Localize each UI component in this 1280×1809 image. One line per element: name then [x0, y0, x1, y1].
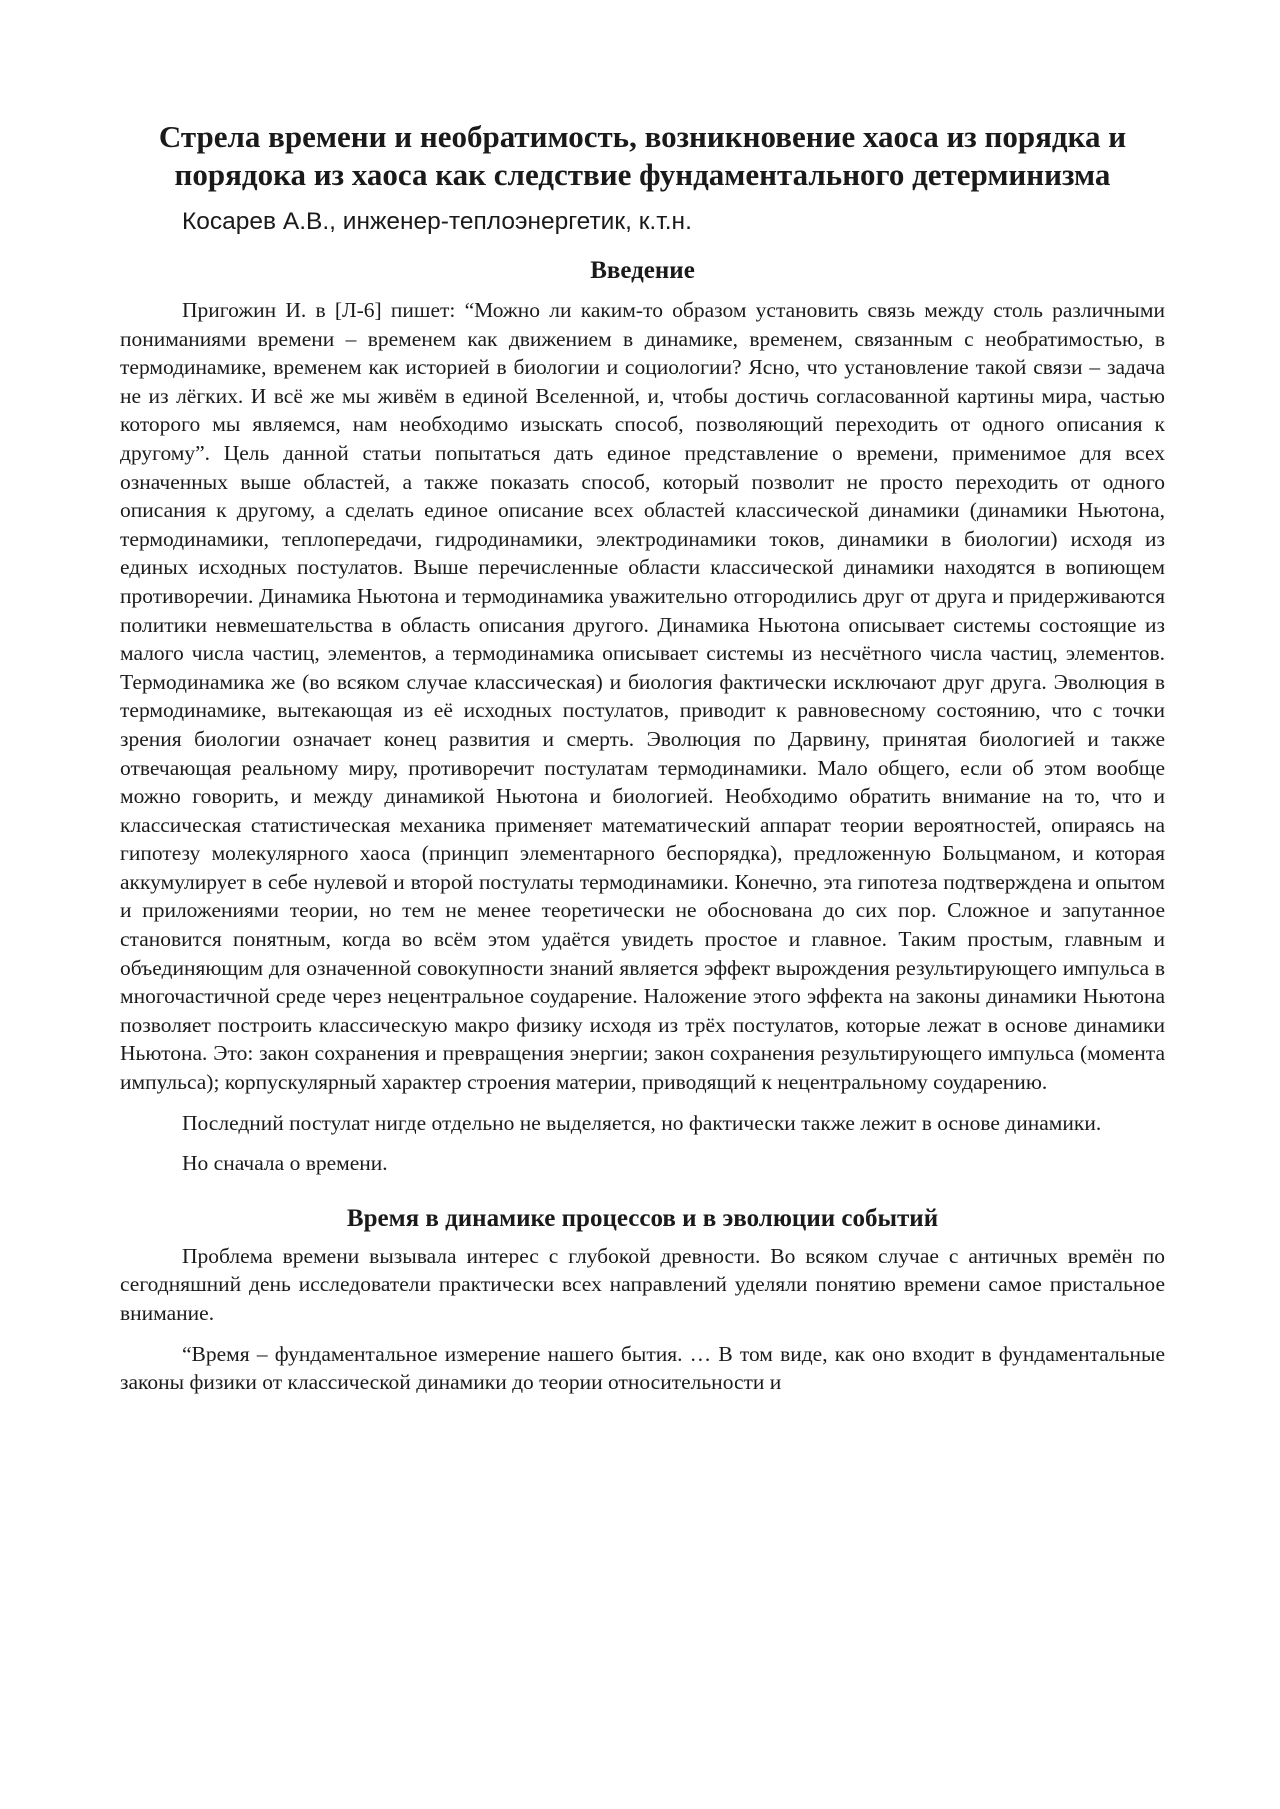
paragraph: Но сначала о времени.: [182, 1151, 388, 1176]
paragraph: Пригожин И. в [Л-6] пишет: “Можно ли каким-то образом установить связь между столь различными пониманиями времени – временем как движением в динамике, временем, связанным с необратимостью, в термодинамике, временем как историей в биологии и социологии? Ясно, что установление такой связи – задача не из лёгких. И всё же мы живём в единой Вселенной, и, чтобы достичь согласованной картины мира, частью которого мы являемся, нам необходимо изыскать способ, позволяющий переходить от одного описания к другому”. Цель данной статьи попытаться дать единое представление о времени, применимое для всех означенных выше областей, а также показать способ, который позволит не просто переходить от одного описания к другому, а сделать единое описание всех областей классической динамики (динамики Ньютона, термодинамики, теплопередачи, гидродинамики, электродинамики токов, динамики в биологии) исходя из единых исходных постулатов. Выше перечисленные области классической динамики находятся в вопиющем противоречии. Динамика Ньютона и термодинамика уважительно отгородились друг от друга и придерживаются политики невмешательства в область описания другого. Динамика Ньютона описывает системы состоящие из малого числа частиц, элементов, а термодинамика описывает системы из несчётного числа частиц, элементов. Термодинамика же (во всяком случае классическая) и биология фактически исключают друг друга. Эволюция в термодинамике, вытекающая из её исходных постулатов, приводит к равновесному состоянию, что с точки зрения биологии означает конец развития и смерть. Эволюция по Дарвину, принятая биологией и также отвечающая реальному миру, противоречит постулатам термодинамики. Мало общего, если об этом вообще можно говорить, и между динамикой Ньютона и биологией. Необходимо обратить внимание на то, что и классическая статистическая механика применяет математический аппарат теории вероятностей, опираясь на гипотезу молекулярного хаоса (принцип элементарного беспорядка), предложенную Больцманом, и которая аккумулирует в себе нулевой и второй постулаты термодинамики. Конечно, эта гипотеза подтверждена и опытом и приложениями теории, но тем не менее теоретически не обоснована до сих пор. Сложное и запутанное становится понятным, когда во всём этом удаётся увидеть простое и главное. Таким простым, главным и объединяющим для означенной совокупности знаний является эффект вырождения результирующего импульса в многочастичной среде через нецентральное соударение. Наложение этого эффекта на законы динамики Ньютона позволяет построить классическую макро физику исходя из трёх постулатов, которые лежат в основе динамики Ньютона. Это: закон сохранения и превращения энергии; закон сохранения результирующего импульса (момента импульса); корпускулярный характер строения материи, приводящий к нецентральному соударению.: [120, 298, 1165, 1095]
author-line: Косарев А.В., инженер-теплоэнергетик, к.т.н.: [182, 208, 692, 235]
paragraph: “Время – фундаментальное измерение нашего бытия. … В том виде, как оно входит в фундаментальные законы физики от классической динамики до теории относительности и: [120, 1341, 1165, 1395]
section-heading-introduction: Введение: [590, 257, 695, 284]
document-page: [120, 118, 1165, 1409]
section-heading-time: Время в динамике процессов и в эволюции событий: [346, 1204, 939, 1232]
paragraph: Последний постулат нигде отдельно не выделяется, но фактически также лежит в основе динамики.: [182, 1110, 1102, 1135]
document-title: Стрела времени и необратимость, возникновение хаоса из порядка и порядока из хаоса как следствие фундаментального детерминизма: [158, 119, 1127, 192]
paragraph: Проблема времени вызывала интерес с глубокой древности. Во всяком случае с античных времён по сегодняшний день исследователи практически всех направлений уделяли понятию времени самое пристальное внимание.: [120, 1243, 1165, 1325]
